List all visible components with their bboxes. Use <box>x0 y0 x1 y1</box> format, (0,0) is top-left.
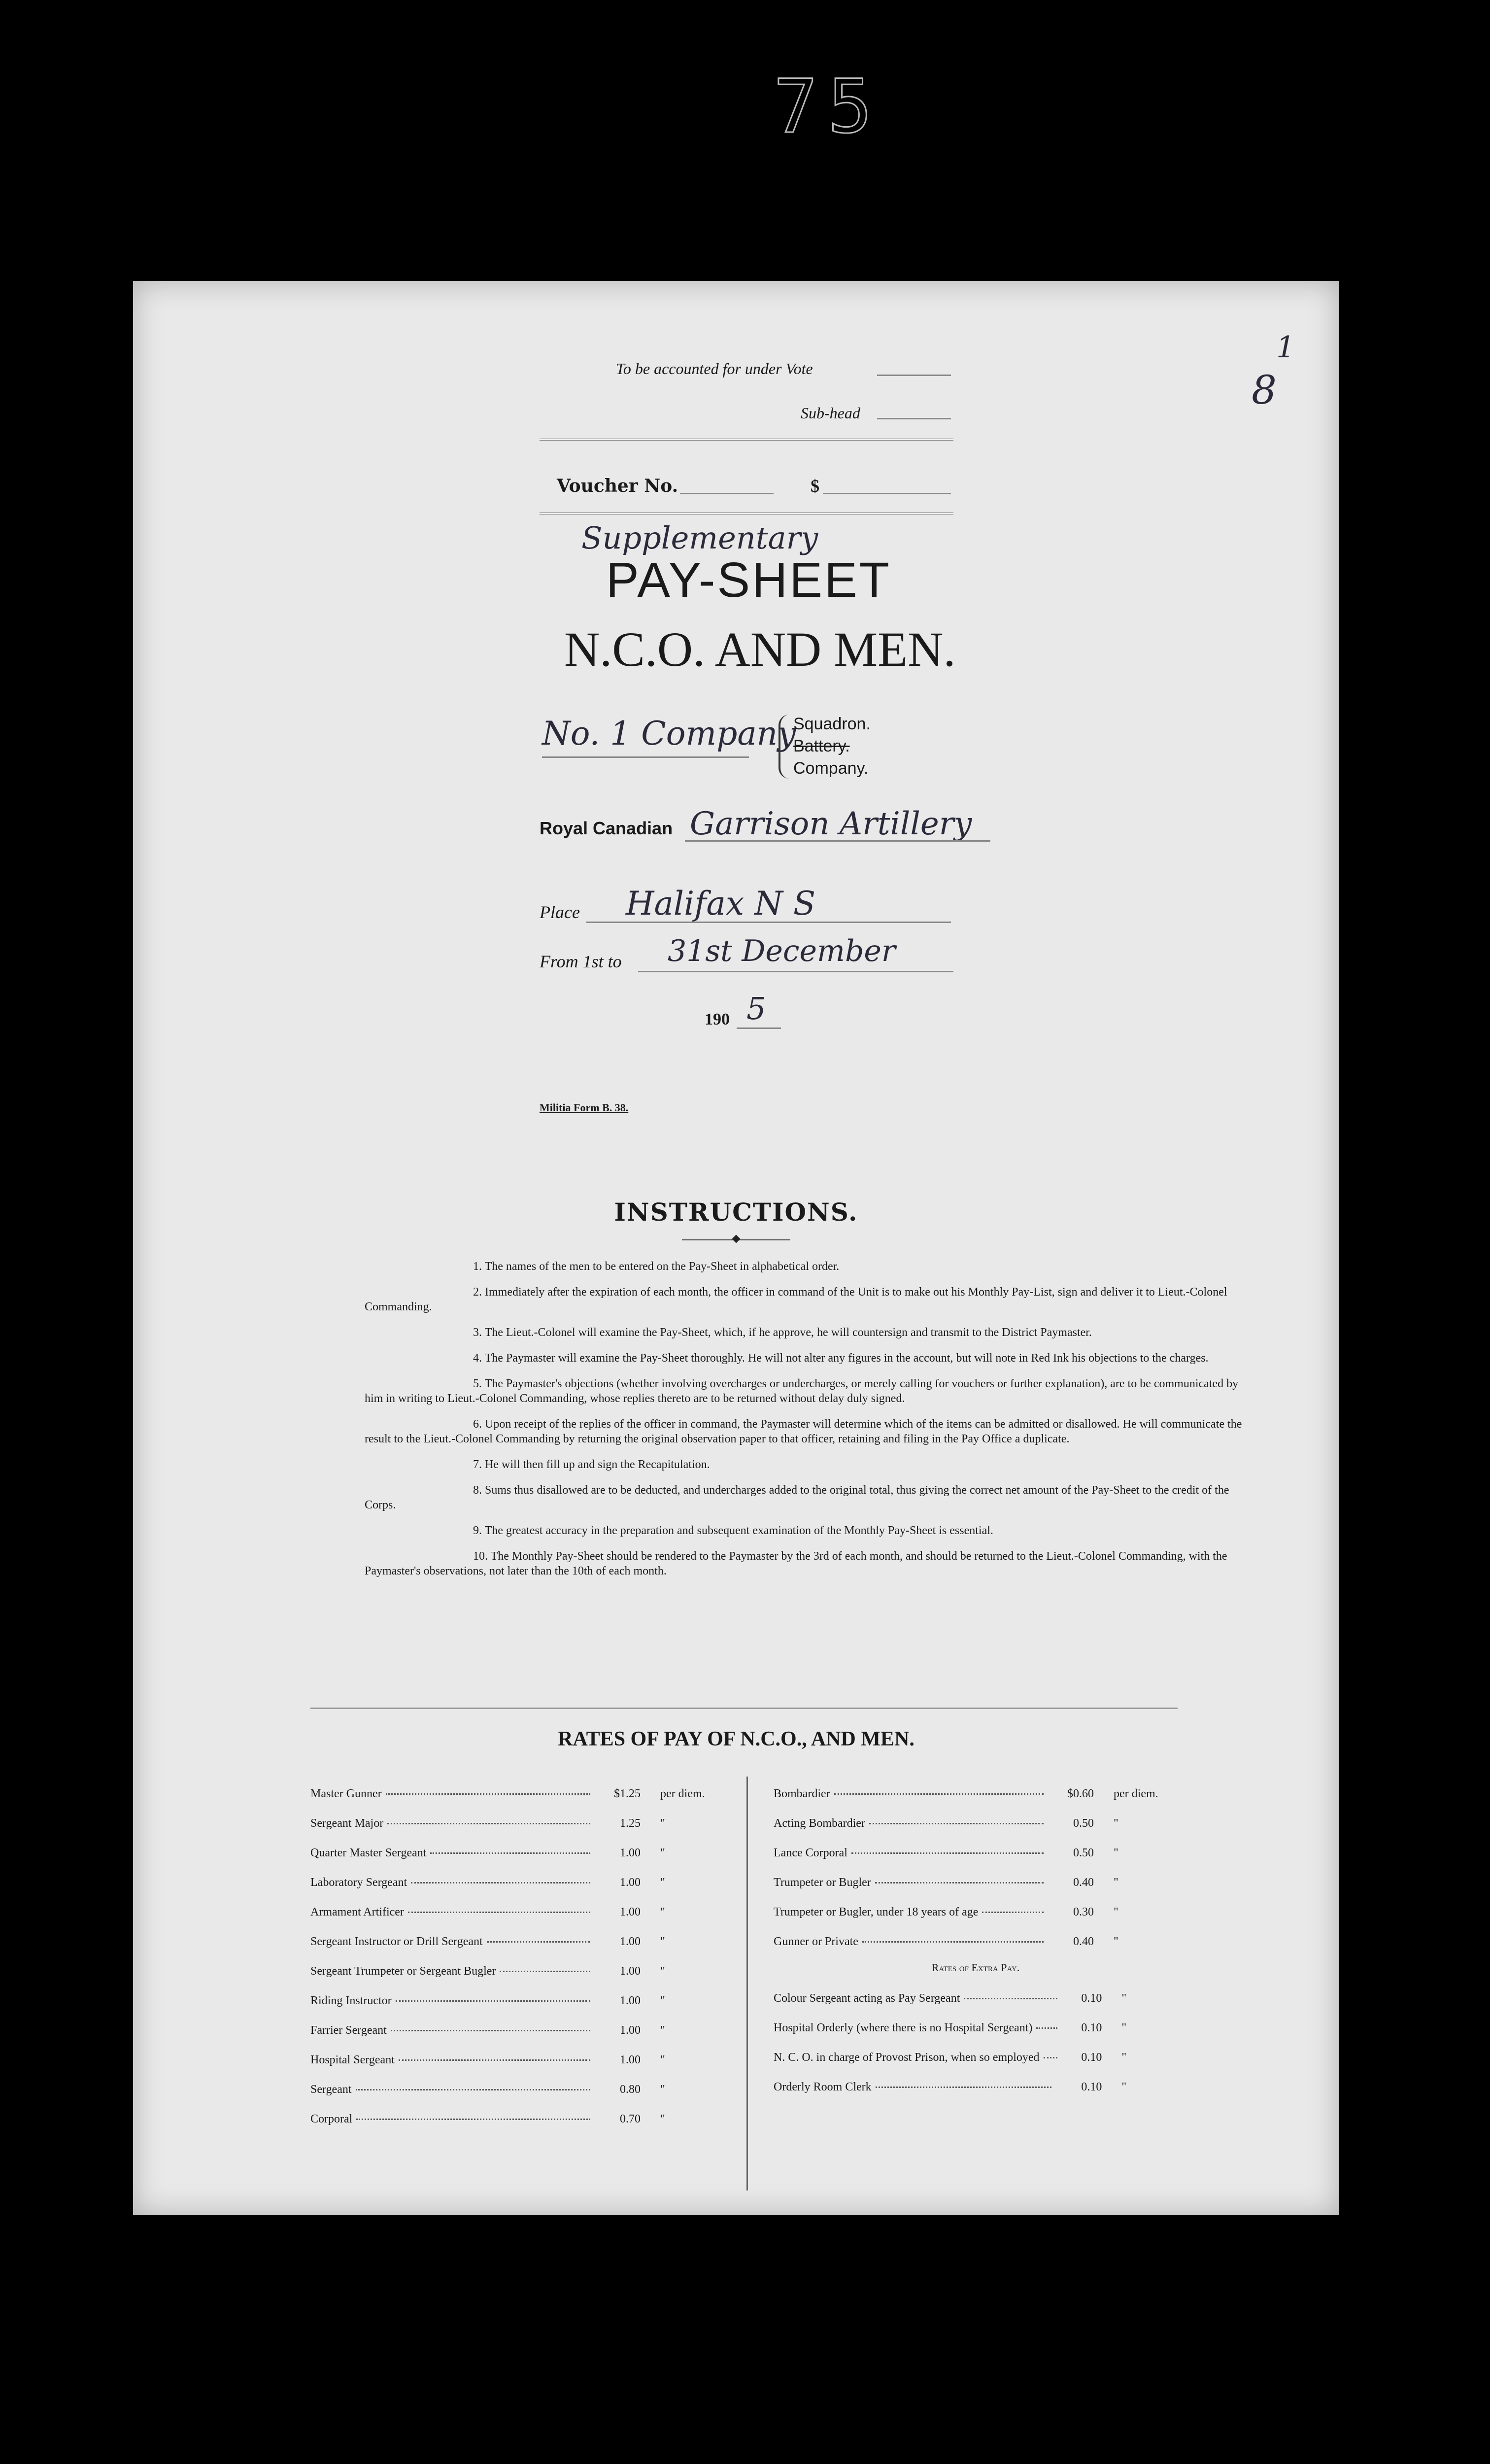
rate-unit: " <box>1121 1991 1127 2005</box>
rates-left-table <box>310 1779 729 2134</box>
rate-unit: per diem. <box>660 1787 705 1800</box>
rate-row <box>310 2016 729 2045</box>
rate-value: 1.00 <box>620 1846 641 1859</box>
rate-unit: " <box>1114 1846 1118 1859</box>
rate-row <box>774 2013 1190 2043</box>
rate-rank: Orderly Room Clerk <box>774 2080 872 2093</box>
rate-unit: " <box>660 2083 665 2096</box>
rate-rank: Quarter Master Sergeant <box>310 1846 427 1859</box>
leader-dots <box>862 1941 1044 1943</box>
rate-value: 1.00 <box>620 1905 641 1918</box>
rates-divider <box>310 1708 1178 1709</box>
rate-row <box>310 1779 729 1809</box>
year-handwritten: 5 <box>746 991 766 1027</box>
rate-rank: Master Gunner <box>310 1787 382 1800</box>
document-page <box>133 281 1339 2215</box>
rate-rank: Trumpeter or Bugler, under 18 years of age <box>774 1905 979 1918</box>
dollar-line <box>823 493 951 494</box>
rate-rank: Trumpeter or Bugler <box>774 1876 871 1889</box>
leader-dots <box>876 2087 1051 2088</box>
instruction-item: 7. He will then fill up and sign the Recapitulation. <box>473 1458 710 1471</box>
leader-dots <box>386 1793 590 1795</box>
year-line <box>737 1027 781 1029</box>
regiment-label: Royal Canadian <box>540 818 673 838</box>
rate-unit: " <box>1121 2051 1127 2064</box>
rate-row <box>774 1779 1183 1809</box>
vote-line <box>877 375 951 376</box>
leader-dots <box>408 1912 590 1913</box>
rate-rank: Hospital Orderly (where there is no Hospital Sergeant) <box>774 2021 1033 2034</box>
rate-value: $1.25 <box>614 1787 641 1800</box>
rate-row <box>774 1927 1183 1956</box>
rate-unit: " <box>660 2053 665 2066</box>
rate-row <box>310 2104 729 2134</box>
rate-value: 0.50 <box>1073 1816 1094 1830</box>
rate-row <box>774 2072 1190 2102</box>
instructions-ornament-dot <box>732 1235 741 1243</box>
leader-dots <box>411 1882 590 1883</box>
subhead-label: Sub-head <box>801 404 860 422</box>
rate-unit: " <box>660 2023 665 2037</box>
from-line <box>638 971 953 972</box>
leader-dots <box>387 1823 590 1824</box>
leader-dots <box>391 2030 590 2031</box>
rate-unit: " <box>1114 1935 1118 1948</box>
leader-dots <box>396 2000 590 2002</box>
squadron-option: Squadron. <box>793 715 871 733</box>
rate-rank: Lance Corporal <box>774 1846 847 1859</box>
rate-row <box>310 1897 729 1927</box>
vote-label: To be accounted for under Vote <box>616 360 813 377</box>
rate-unit: " <box>1121 2021 1127 2034</box>
rate-value: 0.70 <box>620 2112 641 2125</box>
rate-row <box>310 2045 729 2075</box>
rate-rank: Colour Sergeant acting as Pay Sergeant <box>774 1991 960 2005</box>
rate-rank: Laboratory Sergeant <box>310 1876 407 1889</box>
supplementary-handwritten: Supplementary <box>581 520 818 556</box>
rate-unit: " <box>660 1846 665 1859</box>
rate-unit: " <box>1114 1816 1118 1830</box>
place-label: Place <box>540 902 580 922</box>
rate-rank: Sergeant Trumpeter or Sergeant Bugler <box>310 1964 496 1978</box>
rate-unit: " <box>660 1876 665 1889</box>
rate-rank: Sergeant Major <box>310 1816 384 1830</box>
rate-rank: N. C. O. in charge of Provost Prison, when so employed <box>774 2051 1040 2064</box>
rates-column-divider <box>746 1777 748 2190</box>
voucher-line <box>680 493 774 494</box>
unit-handwritten: No. 1 Company <box>542 715 796 753</box>
rate-row <box>310 1809 729 1838</box>
nco-title: N.C.O. AND MEN. <box>564 622 956 677</box>
from-handwritten: 31st December <box>668 934 896 968</box>
rate-value: 1.00 <box>620 1994 641 2007</box>
year-prefix: 190 <box>705 1010 730 1028</box>
rate-value: $0.60 <box>1067 1787 1094 1800</box>
leader-dots <box>869 1823 1044 1824</box>
rate-row <box>774 1809 1183 1838</box>
rate-row <box>310 1986 729 2016</box>
place-handwritten: Halifax N S <box>626 885 816 923</box>
leader-dots <box>982 1912 1044 1913</box>
rate-rank: Sergeant Instructor or Drill Sergeant <box>310 1935 483 1948</box>
instruction-item: 4. The Paymaster will examine the Pay-Sheet thoroughly. He will not alter any figures in the account, but will note in Red Ink his objections to the charges. <box>473 1352 1209 1365</box>
leader-dots <box>356 2089 590 2090</box>
rate-rank: Riding Instructor <box>310 1994 392 2007</box>
rate-row <box>774 1838 1183 1868</box>
pay-sheet-title: PAY-SHEET <box>606 552 891 608</box>
place-line <box>586 922 951 923</box>
extra-pay-table <box>774 1984 1190 2102</box>
rates-right-table <box>774 1779 1183 1956</box>
company-option: Company. <box>793 759 869 778</box>
leader-dots <box>487 1941 590 1943</box>
rate-row <box>774 1868 1183 1897</box>
unit-line <box>542 756 749 758</box>
rate-value: 0.40 <box>1073 1876 1094 1889</box>
rate-value: 0.10 <box>1081 2021 1102 2034</box>
rate-rank: Gunner or Private <box>774 1935 858 1948</box>
rate-unit: " <box>660 1935 665 1948</box>
rate-value: 1.00 <box>620 2023 641 2037</box>
leader-dots <box>500 1971 590 1972</box>
corner-mark-2: 8 <box>1252 367 1277 413</box>
leader-dots <box>430 1852 590 1854</box>
leader-dots <box>356 2119 590 2120</box>
rate-unit: " <box>660 1994 665 2007</box>
instruction-item: 6. Upon receipt of the replies of the officer in command, the Paymaster will determine which of the items can be admitted or disallowed. He will communicate the result to the Lieut.-Colonel Commanding by returning the original observation paper to that officer, retaining and filing in the Pay Office a duplicate. <box>365 1418 1242 1445</box>
rate-row <box>774 1897 1183 1927</box>
unit-brace <box>779 715 789 779</box>
rate-value: 0.80 <box>620 2083 641 2096</box>
rate-row <box>774 2043 1190 2072</box>
rate-value: 0.30 <box>1073 1905 1094 1918</box>
rate-unit: " <box>1114 1876 1118 1889</box>
instruction-item: 3. The Lieut.-Colonel will examine the Pay-Sheet, which, if he approve, he will countersign and transmit to the District Paymaster. <box>473 1326 1092 1339</box>
rate-value: 0.10 <box>1081 2080 1102 2093</box>
rate-row <box>310 1838 729 1868</box>
rate-row <box>310 2075 729 2104</box>
rate-unit: " <box>660 2112 665 2125</box>
rate-unit: " <box>660 1905 665 1918</box>
battery-option: Battery. <box>793 737 850 755</box>
from-label: From 1st to <box>540 952 622 971</box>
rate-unit: " <box>1114 1905 1118 1918</box>
rate-rank: Sergeant <box>310 2083 352 2096</box>
leader-dots <box>851 1852 1044 1854</box>
rate-unit: " <box>660 1816 665 1830</box>
rate-unit: per diem. <box>1114 1787 1158 1800</box>
rate-value: 0.10 <box>1081 2051 1102 2064</box>
rate-value: 1.25 <box>620 1816 641 1830</box>
corner-mark: 1 <box>1276 330 1295 365</box>
leader-dots <box>964 1998 1057 1999</box>
leader-dots <box>1036 2027 1057 2029</box>
instruction-item: 1. The names of the men to be entered on the Pay-Sheet in alphabetical order. <box>473 1260 840 1273</box>
leader-dots <box>834 1793 1044 1795</box>
rate-rank: Armament Artificer <box>310 1905 404 1918</box>
rate-unit: " <box>1121 2080 1127 2093</box>
rate-value: 1.00 <box>620 1876 641 1889</box>
rate-value: 0.50 <box>1073 1846 1094 1859</box>
regiment-line <box>685 840 990 842</box>
rate-rank: Corporal <box>310 2112 353 2125</box>
frame-number: 75 <box>773 64 882 150</box>
rate-value: 0.40 <box>1073 1935 1094 1948</box>
rate-rank: Acting Bombardier <box>774 1816 865 1830</box>
instruction-item: 2. Immediately after the expiration of each month, the officer in command of the Unit is to make out his Monthly Pay-List, sign and deliver it to Lieut.-Colonel Commanding. <box>365 1286 1227 1313</box>
subhead-line <box>877 418 951 419</box>
rate-value: 0.10 <box>1081 1991 1102 2005</box>
rate-value: 1.00 <box>620 2053 641 2066</box>
rate-rank: Bombardier <box>774 1787 830 1800</box>
rate-value: 1.00 <box>620 1964 641 1978</box>
voucher-rule <box>540 513 953 514</box>
rate-rank: Farrier Sergeant <box>310 2023 387 2037</box>
rate-row <box>310 1956 729 1986</box>
leader-dots <box>875 1882 1044 1883</box>
rate-row <box>310 1868 729 1897</box>
extra-pay-heading: Rates of Extra Pay. <box>931 1961 1020 1974</box>
rate-unit: " <box>660 1964 665 1978</box>
instructions-heading: INSTRUCTIONS. <box>614 1198 858 1227</box>
form-number: Militia Form B. 38. <box>540 1101 629 1114</box>
instruction-item: 5. The Paymaster's objections (whether involving overcharges or undercharges, or merely calling for vouchers or further explanation), are to be communicated by him in writing to Lieut.-Colonel Commanding, whose replies thereto are to be returned without delay duly signed. <box>365 1377 1239 1405</box>
rates-heading: RATES OF PAY OF N.C.O., AND MEN. <box>558 1728 914 1750</box>
regiment-handwritten: Garrison Artillery <box>690 806 972 842</box>
instruction-item: 10. The Monthly Pay-Sheet should be rendered to the Paymaster by the 3rd of each month, and should be returned to the Lieut.-Colonel Commanding, with the Paymaster's observations, not later than the 10th of each month. <box>365 1550 1227 1577</box>
rate-row <box>310 1927 729 1956</box>
header-rule <box>540 439 953 441</box>
voucher-label: Voucher No. <box>557 476 678 496</box>
instruction-item: 8. Sums thus disallowed are to be deducted, and undercharges added to the original total, thus giving the correct net amount of the Pay-Sheet to the credit of the Corps. <box>365 1484 1229 1511</box>
instructions-list <box>365 1259 1247 1589</box>
rate-row <box>774 1984 1190 2013</box>
leader-dots <box>1044 2057 1057 2058</box>
rate-value: 1.00 <box>620 1935 641 1948</box>
dollar-label: $ <box>811 476 819 496</box>
instruction-item: 9. The greatest accuracy in the preparation and subsequent examination of the Monthly Pay-Sheet is essential. <box>473 1524 993 1537</box>
rate-rank: Hospital Sergeant <box>310 2053 395 2066</box>
leader-dots <box>399 2059 590 2061</box>
